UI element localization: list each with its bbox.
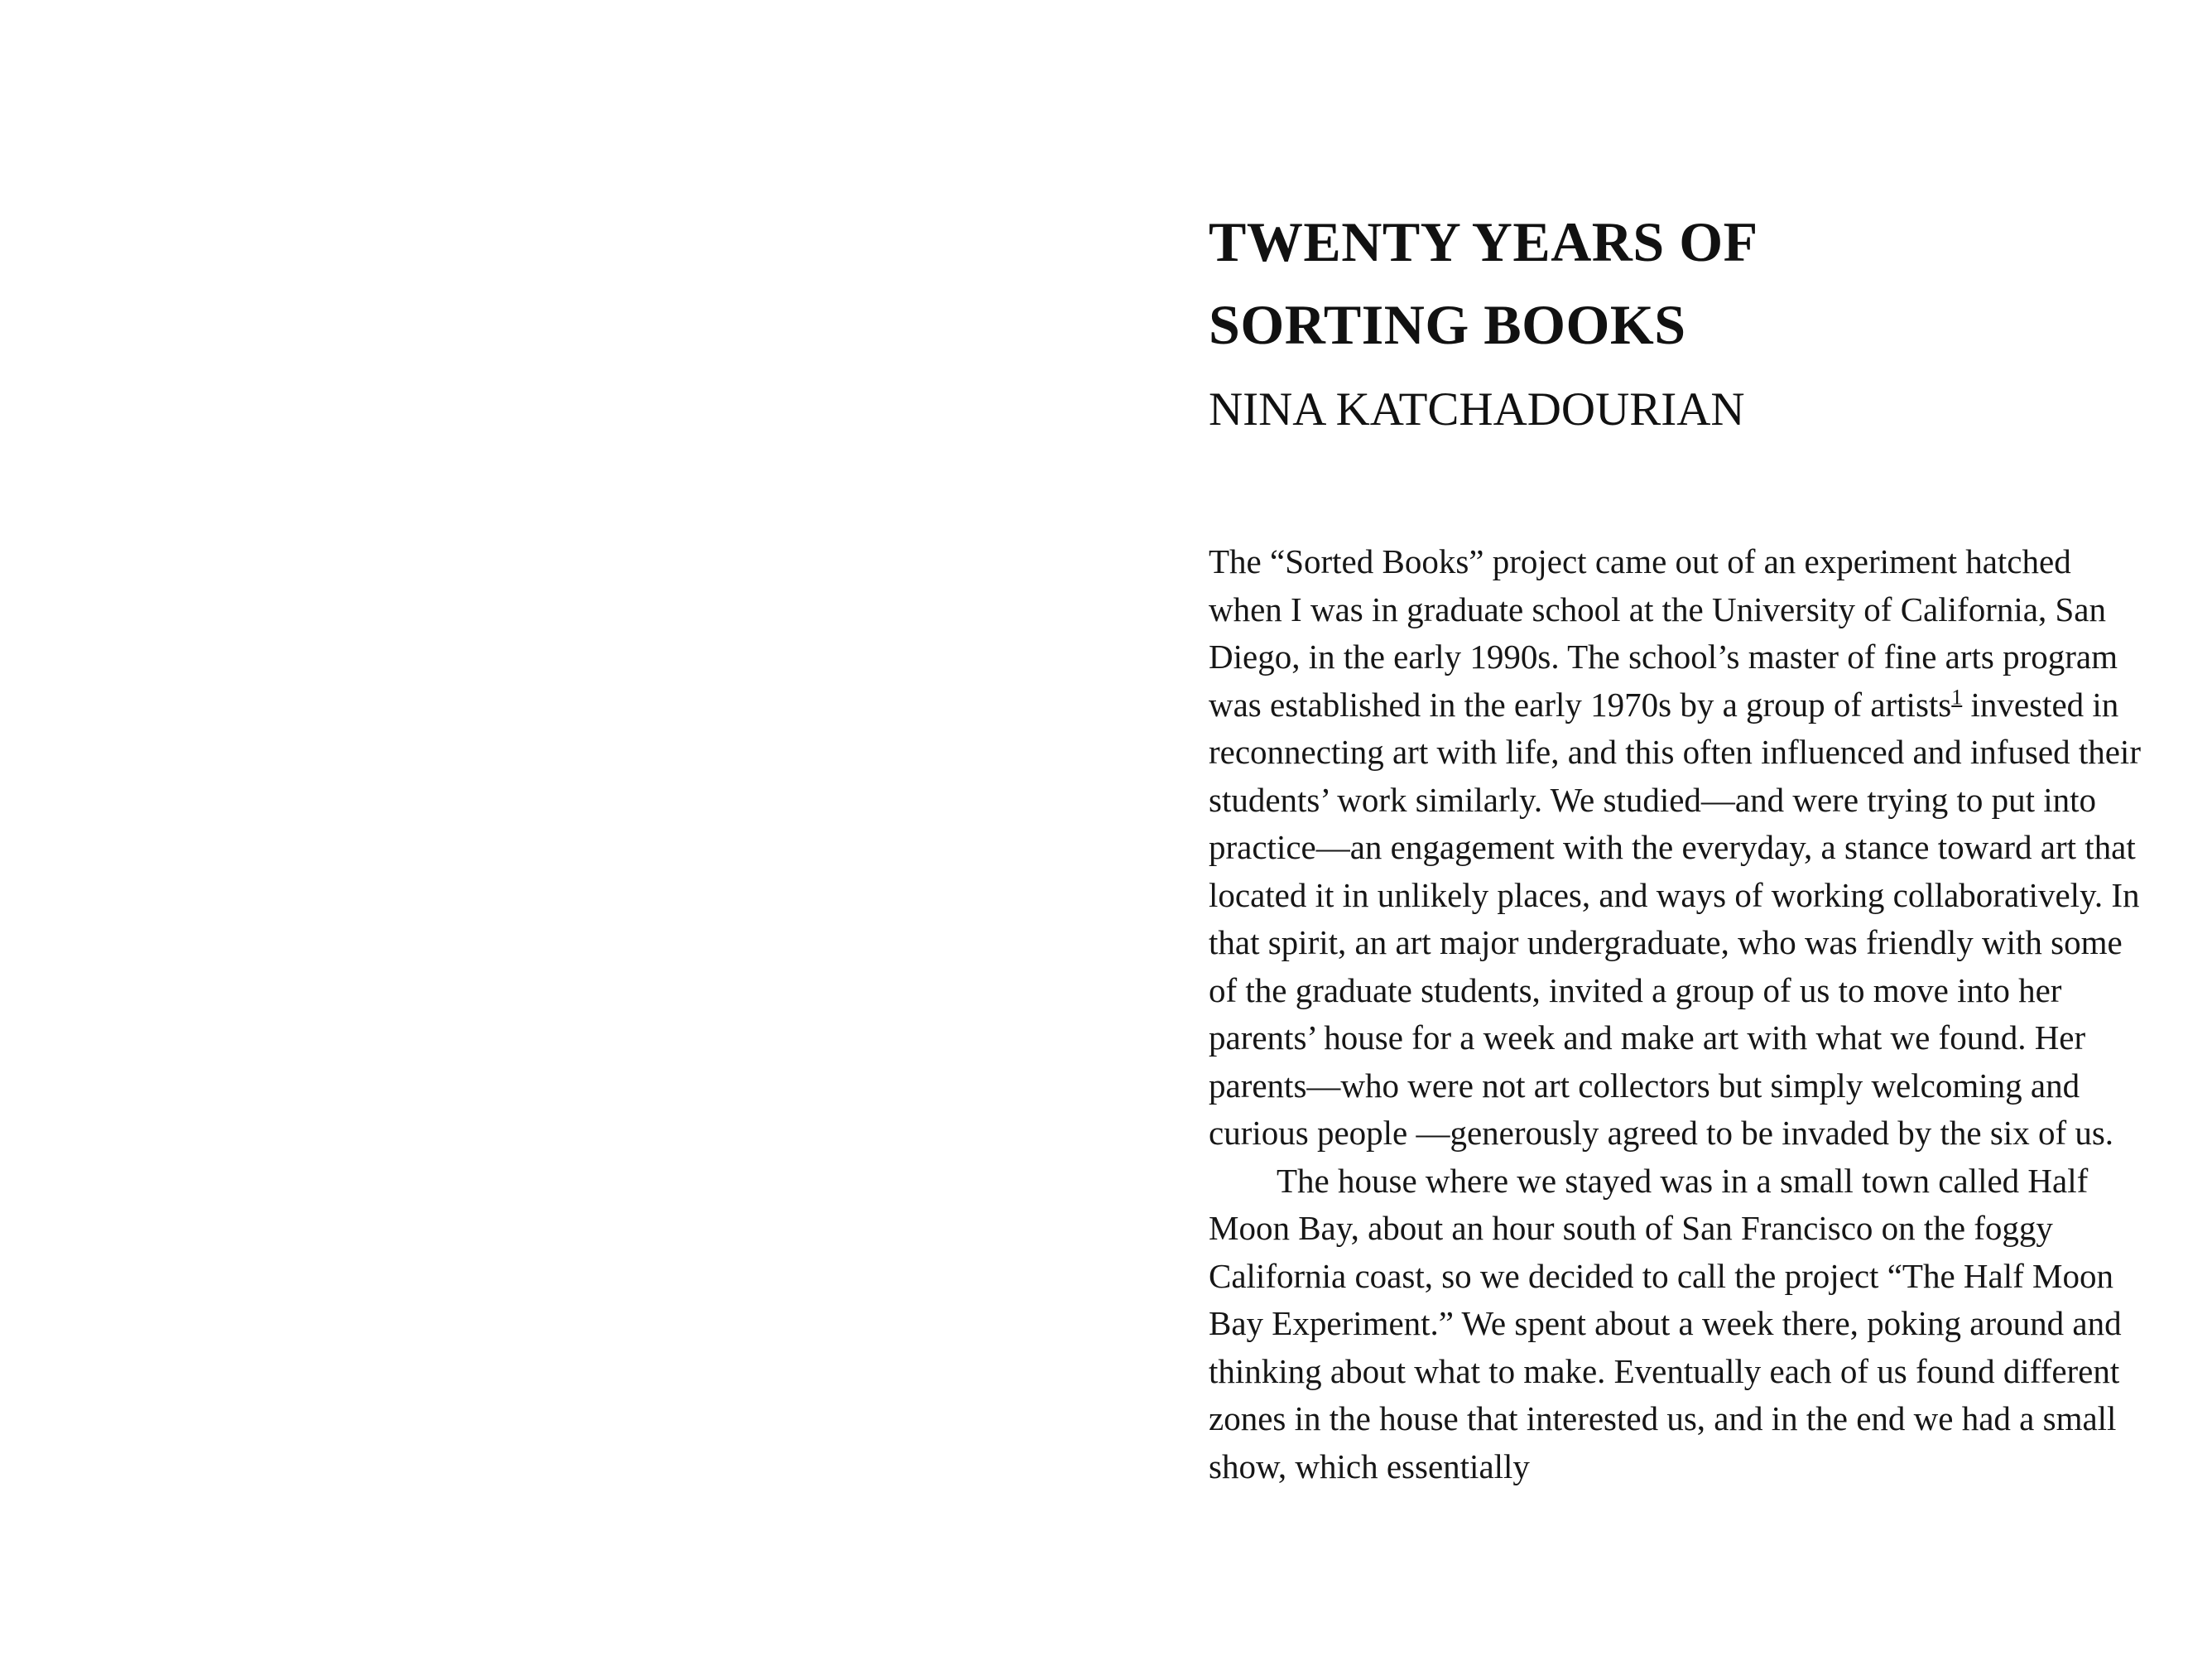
author-name: NINA KATCHADOURIAN [1209,383,1745,436]
paragraph-2: The house where we stayed was in a small town called Half Moon Bay, about an hour south of San Francisco on the foggy California coast, so we decided to call the project “The Half Moon Bay Experiment.” We spent about a week there, poking around and thinking about what to make. Eventually each of us found different zones in the house that interested us, and in the end we had a small show, which essentially [1209,1161,2122,1485]
paragraph-1-text-before-note: The “Sorted Books” project came out of an experiment hatched when I was in graduate school at the University of California, San Diego, in the early 1990s. The school’s master of fine arts program was established in the early 1970s by a group of artists [1209,542,2118,724]
text-column [1209,200,2146,1490]
footnote-1-link[interactable]: 1 [1951,684,1963,709]
page-title-line2: SORTING BOOKS [1209,293,1686,356]
paragraph-1-text-after-note: invested in reconnecting art with life, and this often influenced and infused their students’ work similarly. We studied—and were trying to put into practice—an engagement with the everyday, a stance toward art that located it in unlikely places, and ways of working collaboratively. In that spirit, an art major undergraduate, who was friendly with some of the graduate students, invited a group of us to move into her parents’ house for a week and make art with what we found. Her parents—who were not art collectors but simply welcoming and curious people —generously agreed to be invaded by the six of us. [1209,685,2141,1152]
page-title [1209,200,2146,366]
paragraph-1 [1209,538,2146,1158]
page-title-line1: TWENTY YEARS OF [1209,210,1758,273]
body-text [1209,538,2146,1490]
